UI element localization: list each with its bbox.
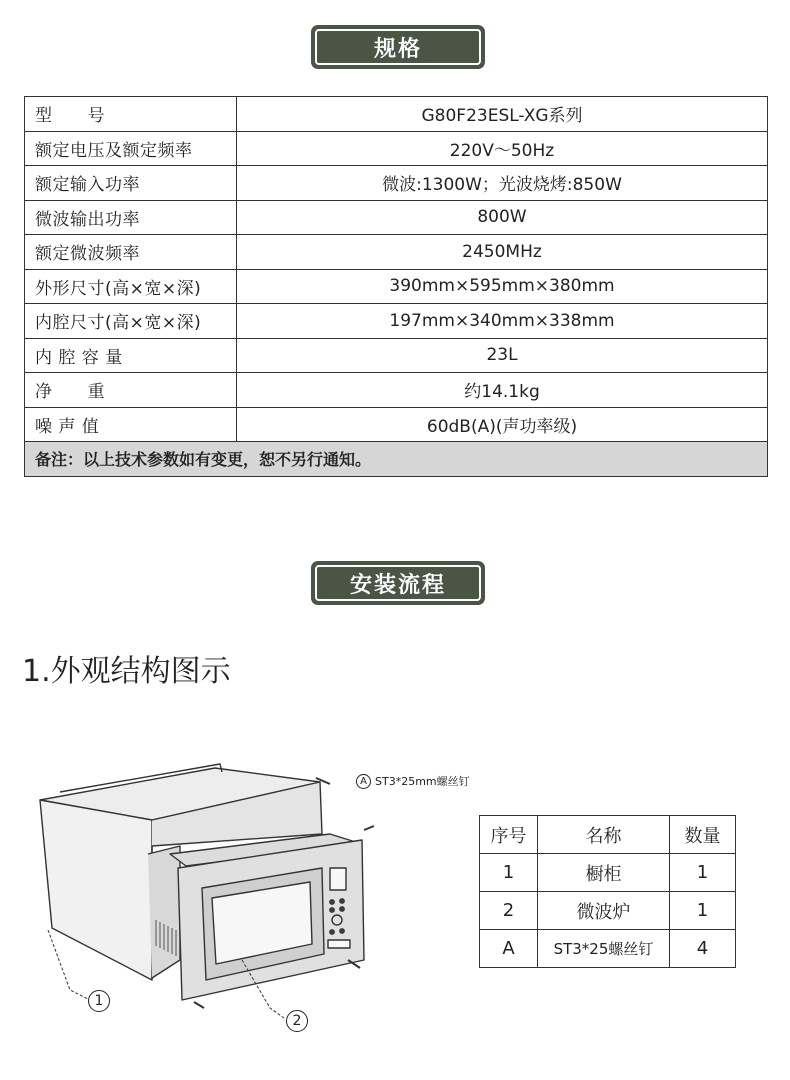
table-row [25, 97, 768, 132]
table-row [25, 131, 768, 166]
spec-label: 净 重 [25, 373, 237, 408]
spec-value: 2450MHz [237, 235, 768, 270]
spec-value: G80F23ESL-XG系列 [237, 97, 768, 132]
spec-value: 800W [237, 200, 768, 235]
spec-value: 微波:1300W；光波烧烤:850W [237, 166, 768, 201]
table-row [25, 235, 768, 270]
spec-label: 噪 声 值 [25, 407, 237, 442]
table-row [25, 166, 768, 201]
screw-label-text: ST3*25mm螺丝钉 [375, 775, 470, 788]
cabinet-opening [148, 846, 180, 978]
table-cell: 4 [670, 930, 736, 968]
table-row [25, 304, 768, 339]
table-cell: 橱柜 [538, 854, 670, 892]
table-cell: 2 [480, 892, 538, 930]
column-header: 数量 [670, 816, 736, 854]
cabinet-front [40, 800, 152, 980]
spec-value: 23L [237, 338, 768, 373]
table-row [25, 338, 768, 373]
column-header: 名称 [538, 816, 670, 854]
spec-label: 外形尺寸(高×宽×深) [25, 269, 237, 304]
screw-marker: A [356, 774, 371, 789]
table-row [25, 200, 768, 235]
table-header-row [480, 816, 736, 854]
spec-value: 约14.1kg [237, 373, 768, 408]
table-row [480, 930, 736, 968]
spec-title: 规格 [373, 36, 422, 62]
install-title: 安装流程 [349, 572, 446, 598]
spec-label: 额定微波频率 [25, 235, 237, 270]
section-heading: 1.外观结构图示 [22, 654, 231, 689]
spec-label: 微波输出功率 [25, 200, 237, 235]
spec-table [24, 96, 768, 477]
table-cell: 1 [670, 892, 736, 930]
table-row [480, 854, 736, 892]
table-cell: ST3*25螺丝钉 [538, 930, 670, 968]
table-row [25, 407, 768, 442]
spec-label: 内腔尺寸(高×宽×深) [25, 304, 237, 339]
screw-label [356, 773, 470, 789]
spec-value: 60dB(A)(声功率级) [237, 407, 768, 442]
spec-label: 额定电压及额定频率 [25, 131, 237, 166]
table-cell: 微波炉 [538, 892, 670, 930]
spec-label: 额定输入功率 [25, 166, 237, 201]
callout-microwave: 2 [286, 1010, 308, 1032]
table-row [480, 892, 736, 930]
spec-title-badge [312, 26, 484, 68]
spec-value: 220V～50Hz [237, 131, 768, 166]
spec-label: 内 腔 容 量 [25, 338, 237, 373]
callout-cabinet: 1 [88, 990, 110, 1012]
table-row [25, 373, 768, 408]
spec-note: 备注：以上技术参数如有变更，恕不另行通知。 [25, 442, 768, 477]
install-title-badge [312, 562, 484, 604]
table-cell: 1 [670, 854, 736, 892]
table-cell: 1 [480, 854, 538, 892]
note-row [25, 442, 768, 477]
column-header: 序号 [480, 816, 538, 854]
spec-value: 390mm×595mm×380mm [237, 269, 768, 304]
spec-value: 197mm×340mm×338mm [237, 304, 768, 339]
table-row [25, 269, 768, 304]
table-cell: A [480, 930, 538, 968]
spec-label: 型 号 [25, 97, 237, 132]
parts-table [479, 815, 736, 968]
